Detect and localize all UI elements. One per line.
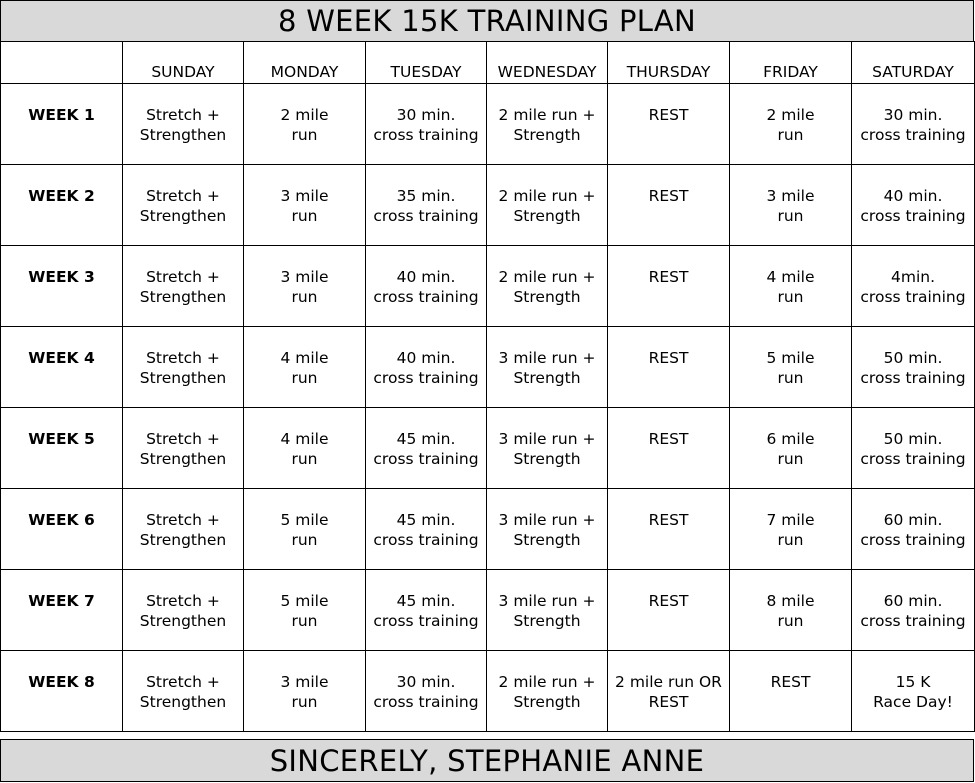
day-header-row bbox=[1, 42, 975, 84]
workout-cell-tuesday bbox=[366, 165, 487, 246]
workout-text: 2 mile run + bbox=[498, 673, 596, 691]
workout-text: cross training bbox=[373, 369, 479, 387]
week-label: WEEK 4 bbox=[1, 327, 123, 408]
workout-text: REST bbox=[648, 349, 689, 367]
workout-text: 3 mile bbox=[280, 187, 329, 205]
workout-text: cross training bbox=[860, 612, 966, 630]
workout-cell-friday bbox=[730, 327, 852, 408]
workout-cell-monday bbox=[244, 165, 366, 246]
workout-text: 3 mile run + bbox=[498, 430, 596, 448]
workout-cell-sunday bbox=[123, 327, 244, 408]
workout-text: Strengthen bbox=[139, 369, 227, 387]
day-header-saturday: SATURDAY bbox=[852, 42, 975, 84]
workout-text: Strength bbox=[513, 207, 581, 225]
week-row bbox=[1, 327, 975, 408]
workout-text: 4 mile bbox=[280, 430, 329, 448]
workout-text: 7 mile bbox=[766, 511, 815, 529]
workout-text: cross training bbox=[860, 450, 966, 468]
week-label: WEEK 7 bbox=[1, 570, 123, 651]
workout-text: 3 mile run + bbox=[498, 592, 596, 610]
workout-cell-wednesday bbox=[487, 570, 608, 651]
workout-cell-monday bbox=[244, 327, 366, 408]
workout-text: 45 min. bbox=[396, 511, 456, 529]
workout-cell-wednesday bbox=[487, 165, 608, 246]
workout-text: cross training bbox=[373, 450, 479, 468]
workout-cell-friday bbox=[730, 489, 852, 570]
workout-text: Strength bbox=[513, 693, 581, 711]
workout-text: run bbox=[291, 369, 318, 387]
week-row bbox=[1, 84, 975, 165]
workout-cell-monday bbox=[244, 246, 366, 327]
workout-cell-saturday bbox=[852, 408, 975, 489]
week-label: WEEK 8 bbox=[1, 651, 123, 732]
workout-text: run bbox=[291, 288, 318, 306]
workout-text: 15 K bbox=[895, 673, 931, 691]
workout-cell-monday bbox=[244, 489, 366, 570]
workout-text: 30 min. bbox=[396, 106, 456, 124]
workout-text: 3 mile bbox=[280, 673, 329, 691]
week-row bbox=[1, 651, 975, 732]
workout-text: 40 min. bbox=[883, 187, 943, 205]
workout-text: Stretch + bbox=[146, 349, 220, 367]
workout-text: REST bbox=[648, 693, 689, 711]
workout-cell-tuesday bbox=[366, 408, 487, 489]
workout-text: 60 min. bbox=[883, 511, 943, 529]
workout-cell-wednesday bbox=[487, 408, 608, 489]
training-schedule-table bbox=[0, 41, 975, 732]
workout-cell-saturday bbox=[852, 327, 975, 408]
workout-cell-friday bbox=[730, 165, 852, 246]
workout-cell-monday bbox=[244, 570, 366, 651]
week-row bbox=[1, 165, 975, 246]
workout-text: Stretch + bbox=[146, 673, 220, 691]
workout-text: 2 mile bbox=[766, 106, 815, 124]
workout-text: Stretch + bbox=[146, 187, 220, 205]
workout-text: 5 mile bbox=[280, 592, 329, 610]
workout-text: cross training bbox=[373, 288, 479, 306]
workout-text: cross training bbox=[860, 288, 966, 306]
workout-text: run bbox=[777, 450, 804, 468]
workout-text: 3 mile bbox=[280, 268, 329, 286]
workout-cell-tuesday bbox=[366, 84, 487, 165]
workout-text: 3 mile run + bbox=[498, 511, 596, 529]
workout-cell-wednesday bbox=[487, 489, 608, 570]
workout-cell-thursday bbox=[608, 489, 730, 570]
week-label: WEEK 6 bbox=[1, 489, 123, 570]
week-row bbox=[1, 408, 975, 489]
workout-cell-monday bbox=[244, 651, 366, 732]
workout-text: REST bbox=[648, 268, 689, 286]
workout-text: Strength bbox=[513, 369, 581, 387]
day-header-monday: MONDAY bbox=[244, 42, 366, 84]
workout-text: 50 min. bbox=[883, 430, 943, 448]
workout-cell-sunday bbox=[123, 408, 244, 489]
workout-text: Strengthen bbox=[139, 126, 227, 144]
workout-text: 4 mile bbox=[766, 268, 815, 286]
workout-text: run bbox=[777, 531, 804, 549]
workout-text: run bbox=[777, 288, 804, 306]
workout-cell-saturday bbox=[852, 246, 975, 327]
workout-cell-tuesday bbox=[366, 570, 487, 651]
workout-cell-tuesday bbox=[366, 651, 487, 732]
workout-text: 4min. bbox=[890, 268, 936, 286]
workout-text: cross training bbox=[373, 207, 479, 225]
workout-text: run bbox=[291, 531, 318, 549]
workout-cell-friday bbox=[730, 570, 852, 651]
workout-text: run bbox=[291, 207, 318, 225]
workout-cell-tuesday bbox=[366, 246, 487, 327]
week-row bbox=[1, 570, 975, 651]
day-header-tuesday: TUESDAY bbox=[366, 42, 487, 84]
workout-cell-tuesday bbox=[366, 489, 487, 570]
workout-text: cross training bbox=[373, 693, 479, 711]
workout-cell-sunday bbox=[123, 570, 244, 651]
workout-text: 50 min. bbox=[883, 349, 943, 367]
workout-cell-sunday bbox=[123, 165, 244, 246]
workout-text: Strengthen bbox=[139, 531, 227, 549]
workout-text: Stretch + bbox=[146, 592, 220, 610]
workout-text: cross training bbox=[860, 207, 966, 225]
workout-text: 3 mile run + bbox=[498, 349, 596, 367]
workout-text: Strengthen bbox=[139, 288, 227, 306]
workout-cell-saturday bbox=[852, 84, 975, 165]
workout-cell-friday bbox=[730, 408, 852, 489]
workout-text: run bbox=[291, 612, 318, 630]
week-row bbox=[1, 489, 975, 570]
workout-text: Strengthen bbox=[139, 612, 227, 630]
day-header-thursday: THURSDAY bbox=[608, 42, 730, 84]
workout-text: Strengthen bbox=[139, 693, 227, 711]
workout-text: Strength bbox=[513, 450, 581, 468]
workout-text: Stretch + bbox=[146, 511, 220, 529]
week-label: WEEK 3 bbox=[1, 246, 123, 327]
workout-text: REST bbox=[648, 187, 689, 205]
plan-title: 8 WEEK 15K TRAINING PLAN bbox=[0, 0, 974, 42]
workout-cell-wednesday bbox=[487, 84, 608, 165]
workout-text: Strength bbox=[513, 288, 581, 306]
workout-text: Stretch + bbox=[146, 268, 220, 286]
workout-text: run bbox=[291, 693, 318, 711]
workout-text: 8 mile bbox=[766, 592, 815, 610]
workout-text: 3 mile bbox=[766, 187, 815, 205]
day-header-friday: FRIDAY bbox=[730, 42, 852, 84]
workout-text: 6 mile bbox=[766, 430, 815, 448]
workout-text: Strength bbox=[513, 612, 581, 630]
workout-text: 40 min. bbox=[396, 349, 456, 367]
workout-text: run bbox=[291, 126, 318, 144]
day-header-sunday: SUNDAY bbox=[123, 42, 244, 84]
workout-cell-friday bbox=[730, 651, 852, 732]
signature-footer: SINCERELY, STEPHANIE ANNE bbox=[0, 739, 974, 782]
workout-text: run bbox=[291, 450, 318, 468]
workout-cell-tuesday bbox=[366, 327, 487, 408]
workout-text: 45 min. bbox=[396, 592, 456, 610]
workout-text: Strengthen bbox=[139, 207, 227, 225]
workout-text: run bbox=[777, 207, 804, 225]
workout-cell-thursday bbox=[608, 651, 730, 732]
workout-text: cross training bbox=[860, 369, 966, 387]
workout-cell-thursday bbox=[608, 84, 730, 165]
workout-cell-saturday bbox=[852, 165, 975, 246]
day-header-wednesday: WEDNESDAY bbox=[487, 42, 608, 84]
workout-cell-sunday bbox=[123, 489, 244, 570]
week-label: WEEK 2 bbox=[1, 165, 123, 246]
workout-text: run bbox=[777, 369, 804, 387]
workout-cell-thursday bbox=[608, 327, 730, 408]
workout-cell-monday bbox=[244, 408, 366, 489]
week-row bbox=[1, 246, 975, 327]
workout-text: 30 min. bbox=[883, 106, 943, 124]
workout-text: Strength bbox=[513, 531, 581, 549]
workout-cell-saturday bbox=[852, 570, 975, 651]
workout-text: 5 mile bbox=[280, 511, 329, 529]
week-label: WEEK 1 bbox=[1, 84, 123, 165]
workout-text: run bbox=[777, 612, 804, 630]
workout-text: cross training bbox=[860, 531, 966, 549]
workout-cell-friday bbox=[730, 246, 852, 327]
workout-cell-friday bbox=[730, 84, 852, 165]
workout-text: cross training bbox=[860, 126, 966, 144]
workout-text: 2 mile bbox=[280, 106, 329, 124]
workout-text: 40 min. bbox=[396, 268, 456, 286]
workout-text: REST bbox=[648, 511, 689, 529]
workout-cell-thursday bbox=[608, 408, 730, 489]
workout-text: cross training bbox=[373, 126, 479, 144]
workout-text: Race Day! bbox=[873, 693, 953, 711]
workout-text: 5 mile bbox=[766, 349, 815, 367]
workout-text: 4 mile bbox=[280, 349, 329, 367]
workout-text: 2 mile run + bbox=[498, 187, 596, 205]
corner-cell bbox=[1, 42, 123, 84]
workout-cell-wednesday bbox=[487, 246, 608, 327]
workout-cell-saturday bbox=[852, 651, 975, 732]
workout-cell-saturday bbox=[852, 489, 975, 570]
workout-text: 60 min. bbox=[883, 592, 943, 610]
workout-text: 35 min. bbox=[396, 187, 456, 205]
workout-cell-thursday bbox=[608, 165, 730, 246]
workout-cell-sunday bbox=[123, 84, 244, 165]
week-rows bbox=[1, 84, 975, 732]
workout-text: REST bbox=[648, 430, 689, 448]
workout-text: REST bbox=[648, 106, 689, 124]
workout-text: Strength bbox=[513, 126, 581, 144]
workout-cell-thursday bbox=[608, 246, 730, 327]
workout-text: cross training bbox=[373, 612, 479, 630]
workout-text: REST bbox=[770, 673, 811, 691]
workout-cell-sunday bbox=[123, 246, 244, 327]
workout-text: REST bbox=[648, 592, 689, 610]
workout-text: 45 min. bbox=[396, 430, 456, 448]
workout-cell-thursday bbox=[608, 570, 730, 651]
workout-text: cross training bbox=[373, 531, 479, 549]
workout-cell-wednesday bbox=[487, 327, 608, 408]
workout-cell-sunday bbox=[123, 651, 244, 732]
week-label: WEEK 5 bbox=[1, 408, 123, 489]
workout-text: Stretch + bbox=[146, 430, 220, 448]
workout-text: Strengthen bbox=[139, 450, 227, 468]
workout-text: 2 mile run + bbox=[498, 268, 596, 286]
workout-text: Stretch + bbox=[146, 106, 220, 124]
workout-text: 2 mile run OR bbox=[615, 673, 722, 691]
workout-text: run bbox=[777, 126, 804, 144]
workout-text: 2 mile run + bbox=[498, 106, 596, 124]
workout-cell-wednesday bbox=[487, 651, 608, 732]
workout-text: 30 min. bbox=[396, 673, 456, 691]
workout-cell-monday bbox=[244, 84, 366, 165]
